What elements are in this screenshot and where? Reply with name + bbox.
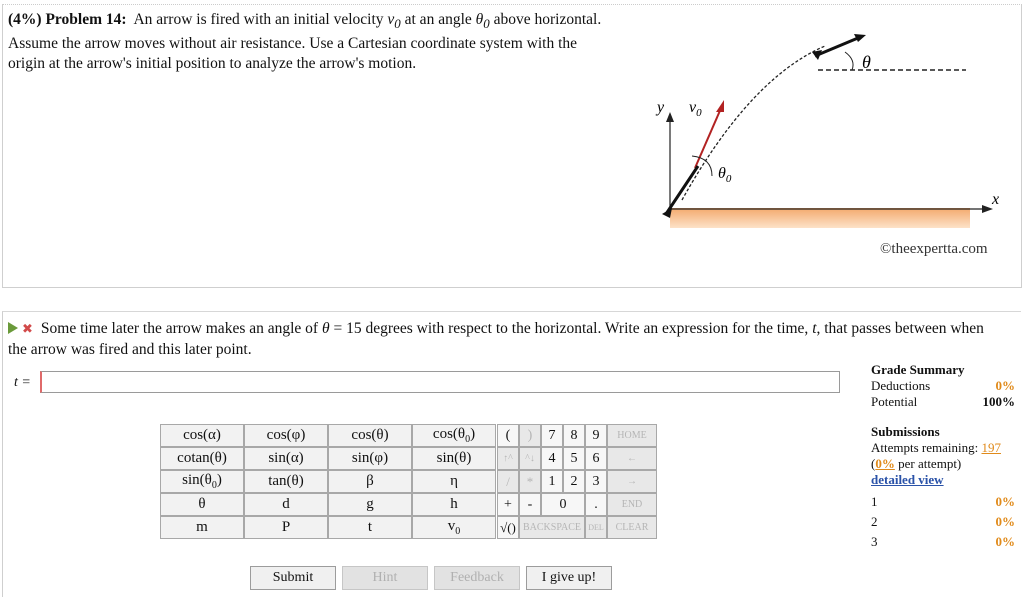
key-0[interactable]: 0 (541, 493, 585, 516)
deductions-value: 0% (995, 378, 1015, 393)
key-sin-alpha[interactable]: sin(α) (244, 447, 328, 470)
key-4[interactable]: 4 (541, 447, 563, 470)
key-divide[interactable]: / (497, 470, 519, 493)
key-close-paren[interactable]: ) (519, 424, 541, 447)
submission-score: 0% (995, 494, 1015, 509)
x-axis-label: x (992, 191, 1000, 208)
key-sin-phi[interactable]: sin(φ) (328, 447, 412, 470)
key-7[interactable]: 7 (541, 424, 563, 447)
trajectory-path (682, 46, 825, 200)
key-end[interactable]: END (607, 493, 657, 516)
per-attempt-label: per attempt) (898, 456, 962, 471)
submit-button[interactable]: Submit (250, 566, 336, 590)
submissions-title: Submissions (871, 424, 940, 439)
key-cos-phi[interactable]: cos(φ) (244, 424, 328, 447)
key-minus[interactable]: - (519, 493, 541, 516)
submission-number: 2 (871, 514, 878, 529)
key-right-arrow[interactable]: → (607, 470, 657, 493)
grade-summary: Grade Summary Deductions 0% Potential 100% Submissions Attempts remaining: 197 (0% per attempt) detailed view 1 0% 2 0% 3 0% (871, 362, 1015, 552)
copyright-label: ©theexpertta.com (880, 241, 988, 257)
key-v0[interactable]: $v_0$ (412, 516, 496, 539)
submission-number: 3 (871, 534, 878, 549)
key-dot[interactable]: . (585, 493, 607, 516)
key-8[interactable]: 8 (563, 424, 585, 447)
key-P[interactable]: P (244, 516, 328, 539)
y-axis-label: y (657, 99, 665, 116)
submission-score: 0% (995, 534, 1015, 549)
feedback-button[interactable]: Feedback (434, 566, 520, 590)
problem-header: (4%) Problem 14: (8, 11, 127, 28)
problem-text-1: An arrow is fired with an initial velocity (133, 11, 388, 28)
key-cos-theta0[interactable]: $\cos(\theta_0)$ (412, 424, 496, 447)
potential-value: 100% (982, 394, 1015, 409)
key-backspace[interactable]: BACKSPACE (519, 516, 585, 539)
number-keypad (497, 424, 657, 539)
key-h[interactable]: h (412, 493, 496, 516)
detailed-view-link[interactable]: detailed view (871, 472, 944, 487)
key-cos-theta[interactable]: cos(θ) (328, 424, 412, 447)
potential-label: Potential (871, 394, 918, 409)
grade-summary-title: Grade Summary (871, 362, 965, 377)
key-open-paren[interactable]: ( (497, 424, 519, 447)
per-attempt-value: 0% (875, 456, 895, 471)
velocity-arrowhead (716, 100, 724, 112)
problem-text-2: at an angle (400, 11, 476, 28)
answer-input[interactable] (40, 371, 840, 393)
key-multiply[interactable]: * (519, 470, 541, 493)
question-statement: ✖ Some time later the arrow makes an angle of θ = 15 degrees with respect to the horizontal. Write an expression for the time, t, that passes between when the arrow was fired and this later point. (8, 320, 984, 358)
key-cotan-theta[interactable]: cotan(θ) (160, 447, 244, 470)
key-6[interactable]: 6 (585, 447, 607, 470)
key-d[interactable]: d (244, 493, 328, 516)
key-sqrt[interactable]: √() (497, 516, 519, 539)
hint-button[interactable]: Hint (342, 566, 428, 590)
submission-number: 1 (871, 494, 878, 509)
symbol-theta0: $\theta_0$ (475, 11, 490, 32)
key-3[interactable]: 3 (585, 470, 607, 493)
problem-statement (8, 10, 608, 74)
answer-label: t = (14, 375, 31, 390)
ground (670, 208, 970, 228)
key-eta[interactable]: η (412, 470, 496, 493)
function-keypad (160, 424, 496, 539)
v0-label: $v_0$ (689, 99, 702, 119)
arrow-in-flight (815, 38, 858, 56)
key-cos-alpha[interactable]: cos(α) (160, 424, 244, 447)
key-clear[interactable]: CLEAR (607, 516, 657, 539)
theta-arc (845, 52, 853, 70)
key-1[interactable]: 1 (541, 470, 563, 493)
theta0-label: $\theta_0$ (718, 165, 732, 185)
key-power[interactable]: ↑^ (497, 447, 519, 470)
key-del[interactable]: DEL (585, 516, 607, 539)
attempts-value: 197 (981, 440, 1001, 455)
key-left-arrow[interactable]: ← (607, 447, 657, 470)
key-theta[interactable]: θ (160, 493, 244, 516)
symbol-v0: $v_0$ (387, 11, 401, 32)
incorrect-x-icon: ✖ (22, 322, 33, 337)
give-up-button[interactable]: I give up! (526, 566, 612, 590)
key-9[interactable]: 9 (585, 424, 607, 447)
key-m[interactable]: m (160, 516, 244, 539)
key-sin-theta0[interactable]: $\sin(\theta_0)$ (160, 470, 244, 493)
problem-text-3: above horizontal. Assume the arrow moves without air resistance. Use a Cartesian coordinate system with the origin at the arrow's initial position to analyze the arrow's motion. (8, 11, 602, 73)
key-5[interactable]: 5 (563, 447, 585, 470)
play-icon[interactable] (8, 322, 18, 334)
theta-label: θ (862, 52, 871, 72)
key-subscript[interactable]: ^↓ (519, 447, 541, 470)
key-g[interactable]: g (328, 493, 412, 516)
key-2[interactable]: 2 (563, 470, 585, 493)
y-axis-arrowhead (666, 112, 674, 122)
arrow-at-launch (666, 166, 698, 214)
key-tan-theta[interactable]: tan(θ) (244, 470, 328, 493)
key-home[interactable]: HOME (607, 424, 657, 447)
key-t[interactable]: t (328, 516, 412, 539)
submission-score: 0% (995, 514, 1015, 529)
deductions-label: Deductions (871, 378, 931, 393)
key-plus[interactable]: + (497, 493, 519, 516)
key-sin-theta[interactable]: sin(θ) (412, 447, 496, 470)
key-beta[interactable]: β (328, 470, 412, 493)
attempts-label: Attempts remaining: (871, 440, 979, 455)
